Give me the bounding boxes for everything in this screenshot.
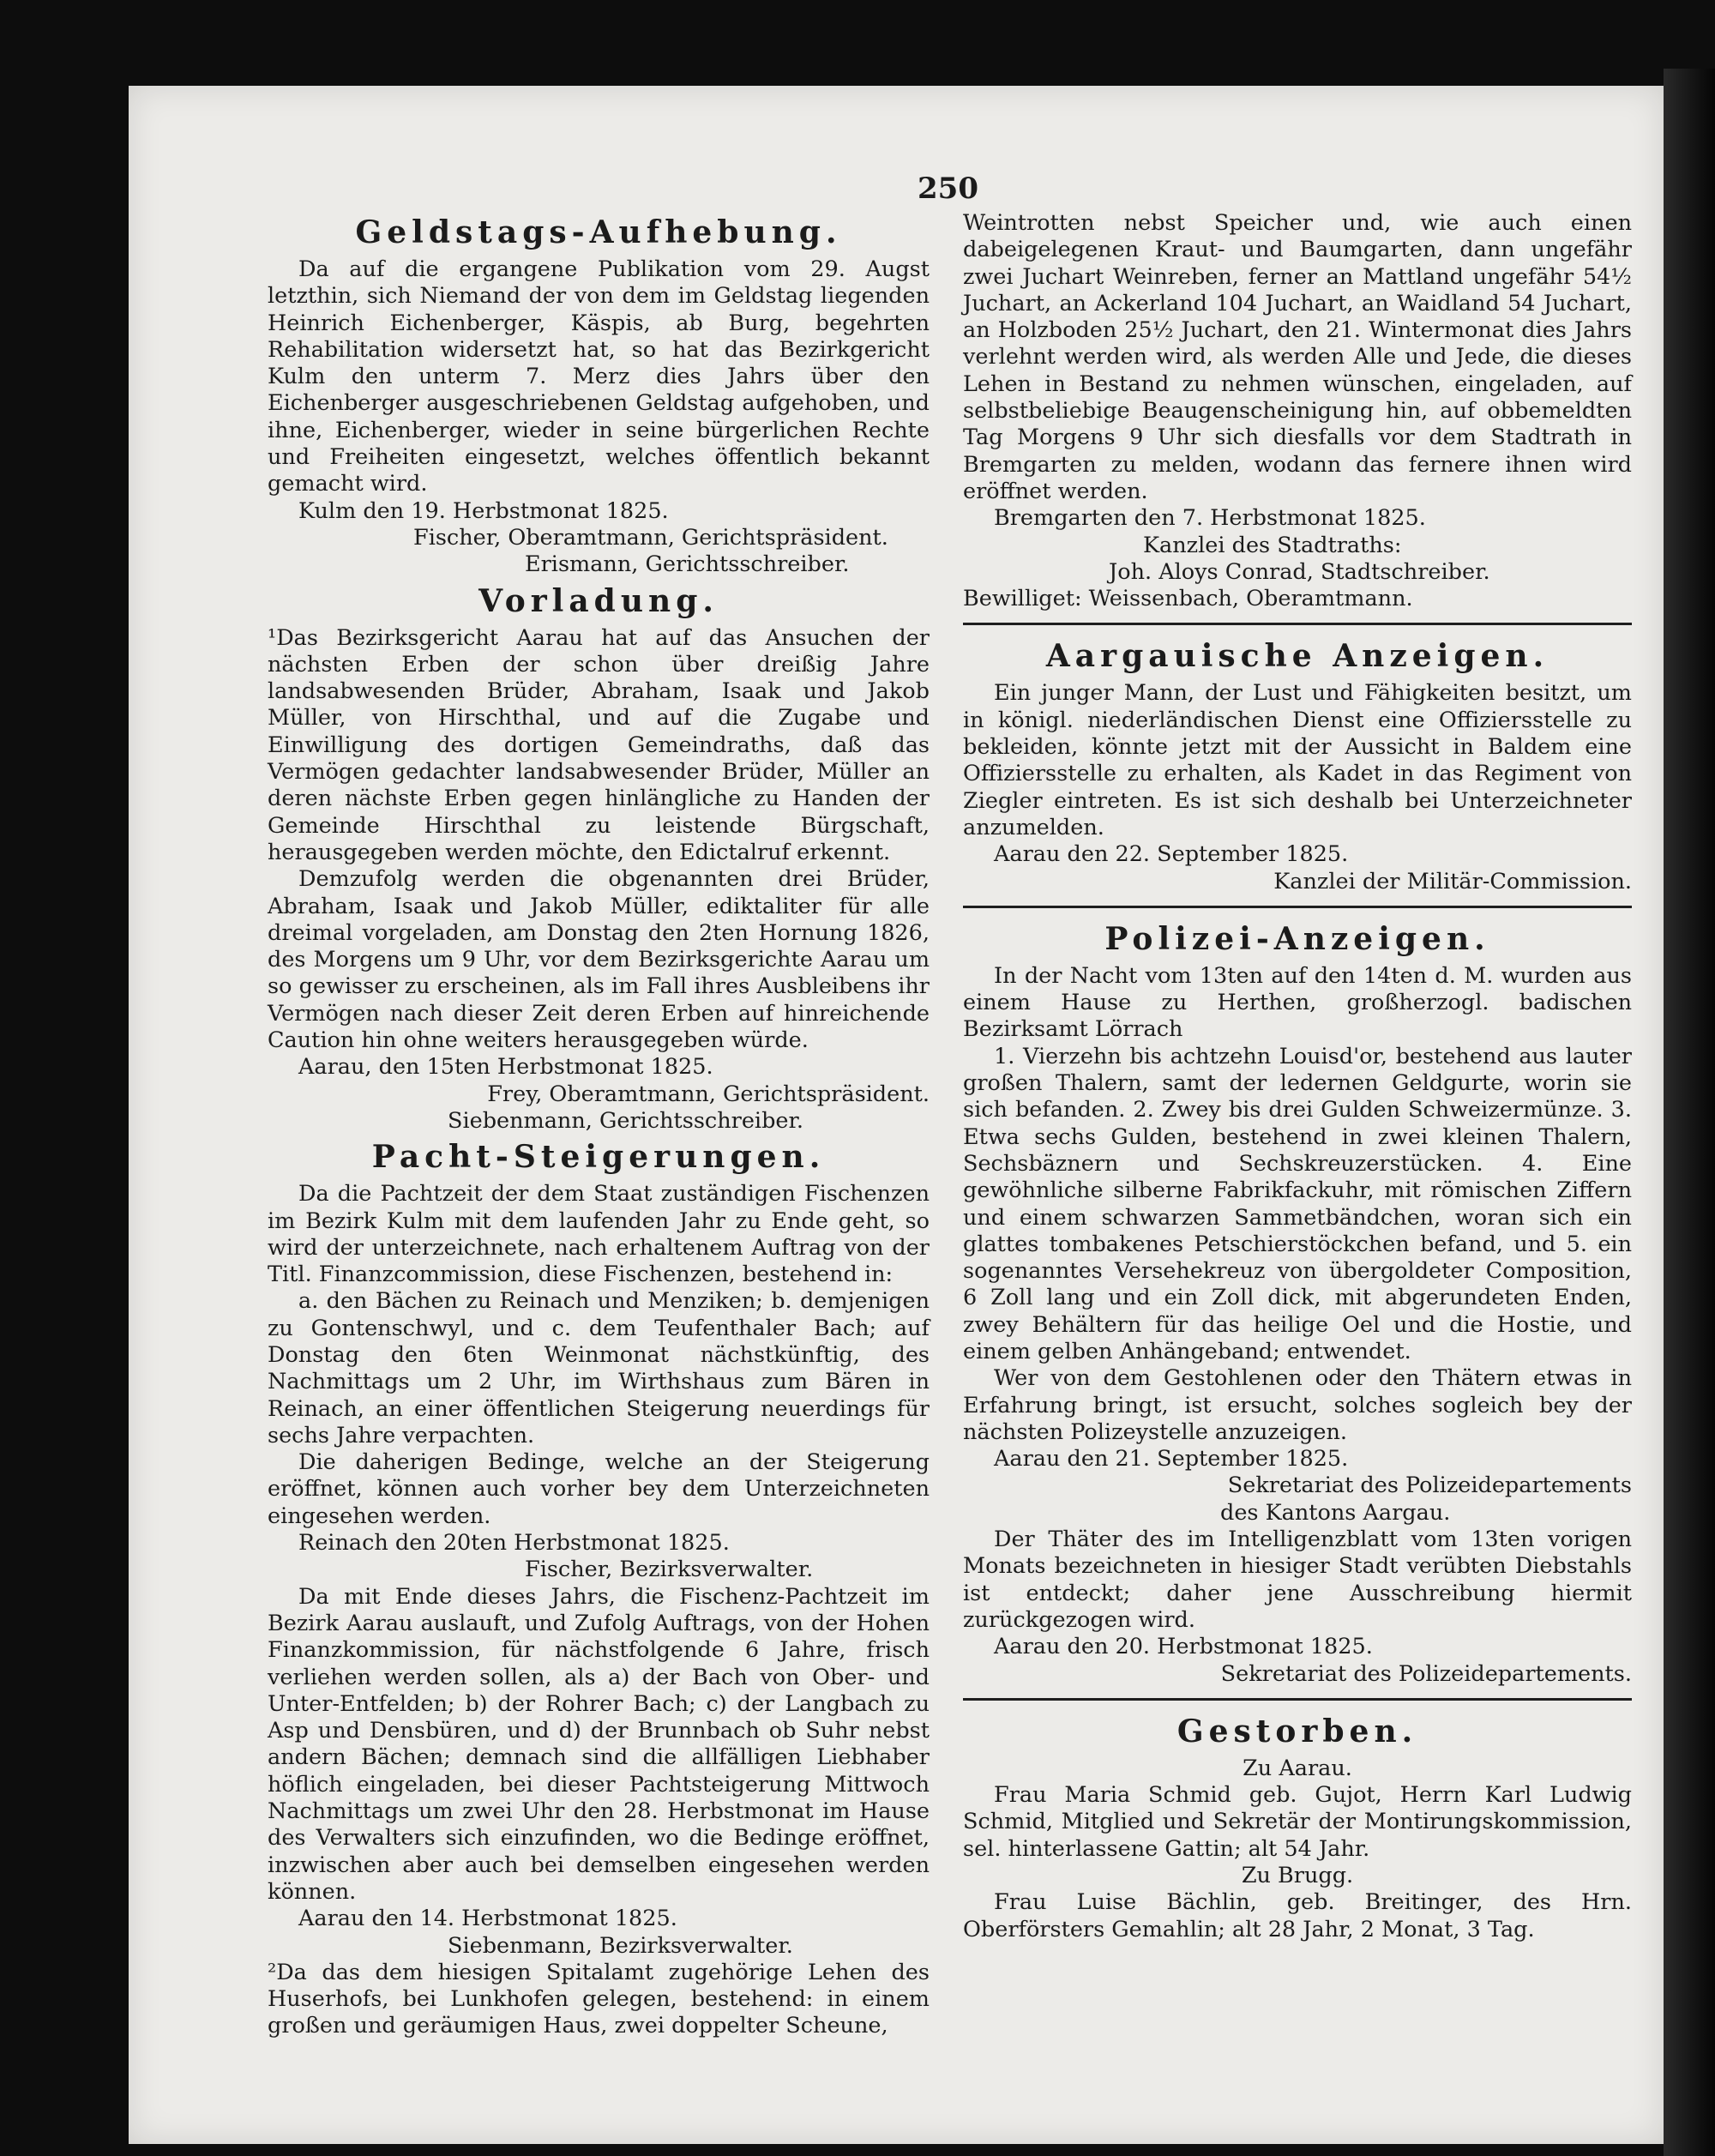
geldstag-body: Da auf die ergangene Publikation vom 29. Augst letzthin, sich Niemand der von dem im Geldstag liegenden Heinrich Eichenberger, Käspis, ab Burg, begehrten Rehabilitation widersetzt hat, so hat das Bezirkgericht Kulm den unterm 7. Merz dies Jahrs über den Eichenberger ausgeschriebenen Geldstag aufgehoben, und ihne, Eichenberger, wieder in seine bürgerlichen Rechte und Freiheiten eingesetzt, welches öffentlich bekannt gemacht wird.	[268, 256, 930, 497]
polizei-paragraph-4: Der Thäter des im Intelligenzblatt vom 13ten vorigen Monats bezeichneten in hiesiger Stadt verübten Diebstahls ist entdeckt; daher jene Ausschreibung hiermit zurückgezogen wird.	[963, 1527, 1632, 1633]
continuation-signature-3: Bewilliget: Weissenbach, Oberamtmann.	[963, 586, 1413, 612]
gestorben-heading: Gestorben.	[1176, 1713, 1418, 1749]
continuation-body: Weintrotten nebst Speicher und, wie auch einen dabeigelegenen Kraut- und Baumgarten, dann ungefähr zwei Juchart Weinreben, ferner an Mattland ungefähr 54½ Juchart, an Ackerland 104 Juchart, an Waidland 54 Juchart, an Holzboden 25½ Juchart, den 21. Wintermonat dies Jahrs verlehnt werden wird, als werden Alle und Jede, die dieses Lehen in Bestand zu nehmen wünschen, eingeladen, auf selbstbeliebige Beaugenscheinigung hin, auf obbemeldten Tag Morgens 9 Uhr sich diesfalls vor dem Stadtrath in Bremgarten zu melden, wodann das fernere ihnen wird eröffnet werden.	[963, 210, 1632, 504]
pacht-paragraph-3: Die daherigen Bedinge, welche an der Steigerung eröffnet, können auch vorher bey dem Unterzeichneten eingesehen werden.	[268, 1449, 930, 1529]
aargauische-body: Ein junger Mann, der Lust und Fähigkeiten besitzt, um in königl. niederländischen Dienst eine Offiziersstelle zu bekleiden, könnte jetzt mit der Aussicht in Baldem eine Offiziersstelle zu erhalten, als Kadet in das Regiment von Ziegler eintreten. Es ist sich deshalb bei Unterzeichneter anzumelden.	[963, 680, 1632, 840]
gestorben-entry-2: Frau Luise Bächlin, geb. Breitinger, des Hrn. Oberförsters Gemahlin; alt 28 Jahr, 2 Monat, 3 Tag.	[963, 1889, 1632, 1942]
polizei-signature-1a: Sekretariat des Polizeidepartements	[1227, 1472, 1632, 1499]
vorladung-paragraph-1: ¹Das Bezirksgericht Aarau hat auf das Ansuchen der nächsten Erben der schon über dreißig Jahre landsabwesenden Brüder, Abraham, Isaak und Jakob Müller, von Hirschthal, und auf die Zugabe und Einwilligung des dortigen Gemeindraths, daß das Vermögen gedachter landsabwesender Brüder, Müller an deren nächste Erben gegen hinlängliche zu Handen der Gemeinde Hirschthal zu leistende Bürgschaft, herausgegeben werden möchte, den Edictalruf erkennt.	[268, 624, 930, 865]
polizei-date-1: Aarau den 21. September 1825.	[994, 1446, 1349, 1472]
polizei-heading: Polizei-Anzeigen.	[1104, 920, 1490, 957]
pacht-paragraph-2: a. den Bächen zu Reinach und Menziken; b. demjenigen zu Gontenschwyl, und c. dem Teufenthaler Bach; auf Donstag den 6ten Weinmonat nächstkünftig, des Nachmittags um 2 Uhr, im Wirthshaus zum Bären in Reinach, an einer öffentlichen Steigerung neuerdings für sechs Jahre verpachten.	[268, 1288, 930, 1448]
continuation-signature-1: Kanzlei des Stadtraths:	[1143, 532, 1402, 558]
pacht-date-2: Aarau den 14. Herbstmonat 1825.	[298, 1906, 677, 1932]
book-spine	[1664, 69, 1715, 2156]
aargauische-signature: Kanzlei der Militär-Commission.	[1273, 868, 1632, 894]
pacht-date-1: Reinach den 20ten Herbstmonat 1825.	[298, 1530, 730, 1557]
pacht-paragraph-5: ²Da das dem hiesigen Spitalamt zugehörige Lehen des Huserhofs, bei Lunkhofen gelegen, bestehend: in einem großen und geräumigen Haus, zwei doppelter Scheune,	[268, 1959, 930, 2039]
pacht-paragraph-4: Da mit Ende dieses Jahrs, die Fischenz-Pachtzeit im Bezirk Aarau auslauft, und Zufolg Auftrags, von der Hohen Finanzkommission, für nächstfolgende 6 Jahre, frisch verliehen werden sollen, als a) der Bach von Ober- und Unter-Entfelden; b) der Rohrer Bach; c) der Langbach zu Asp und Densbüren, und d) der Brunnbach ob Suhr nebst andern Bächen; demnach sind die allfälligen Liebhaber höflich eingeladen, bei dieser Pachtsteigerung Mittwoch Nachmittags um zwei Uhr den 28. Herbstmonat im Hause des Verwalters sich einzufinden, wo die Bedinge eröffnet, inzwischen aber auch bei demselben eingesehen werden können.	[268, 1583, 930, 1905]
left-column	[268, 210, 930, 2040]
section-divider	[963, 1698, 1632, 1701]
geldstag-heading: Geldstags-Aufhebung.	[355, 214, 842, 250]
continuation-date: Bremgarten den 7. Herbstmonat 1825.	[994, 505, 1426, 532]
polizei-paragraph-3: Wer von dem Gestohlenen oder den Thätern etwas in Erfahrung bringt, ist ersucht, solches sogleich bey der nächsten Polizeystelle anzuzeigen.	[963, 1365, 1632, 1445]
polizei-signature-1b: des Kantons Aargau.	[1220, 1499, 1451, 1526]
section-divider	[963, 906, 1632, 908]
vorladung-signature-2: Siebenmann, Gerichtsschreiber.	[448, 1107, 803, 1134]
continuation-signature-2: Joh. Aloys Conrad, Stadtschreiber.	[1109, 558, 1490, 585]
pacht-paragraph-1: Da die Pachtzeit der dem Staat zuständigen Fischenzen im Bezirk Kulm mit dem laufenden Jahr zu Ende geht, so wird der unterzeichnete, nach erhaltenem Auftrag von der Titl. Finanzcommission, diese Fischenzen, bestehend in:	[268, 1181, 930, 1288]
aargauische-heading: Aargauische Anzeigen.	[1045, 638, 1550, 675]
gestorben-place-1: Zu Aarau.	[1243, 1755, 1352, 1781]
pacht-signature-1: Fischer, Bezirksverwalter.	[525, 1557, 814, 1583]
geldstag-date: Kulm den 19. Herbstmonat 1825.	[298, 497, 669, 524]
vorladung-heading: Vorladung.	[478, 582, 719, 619]
pacht-heading: Pacht-Steigerungen.	[371, 1139, 826, 1176]
vorladung-date: Aarau, den 15ten Herbstmonat 1825.	[298, 1054, 713, 1081]
right-column	[963, 210, 1632, 1943]
vorladung-paragraph-2: Demzufolg werden die obgenannten drei Brüder, Abraham, Isaak und Jakob Müller, ediktaliter für alle dreimal vorgeladen, am Donstag den 2ten Hornung 1826, des Morgens um 9 Uhr, vor dem Bezirksgerichte Aarau um so gewisser zu erscheinen, als im Fall ihres Ausbleibens ihr Vermögen nach dieser Zeit deren Erben auf hinreichende Caution hin ohne weiters herausgegeben würde.	[268, 866, 930, 1054]
gestorben-entry-1: Frau Maria Schmid geb. Gujot, Herrn Karl Ludwig Schmid, Mitglied und Sekretär der Montirungskommission, sel. hinterlassene Gattin; alt 54 Jahr.	[963, 1782, 1632, 1862]
pacht-signature-2: Siebenmann, Bezirksverwalter.	[448, 1932, 793, 1959]
polizei-signature-2: Sekretariat des Polizeidepartements.	[1220, 1660, 1632, 1687]
aargauische-date: Aarau den 22. September 1825.	[994, 841, 1349, 868]
page-number: 250	[918, 172, 978, 206]
vorladung-signature-1: Frey, Oberamtmann, Gerichtspräsident.	[487, 1081, 930, 1107]
polizei-paragraph-2: 1. Vierzehn bis achtzehn Louisd'or, bestehend aus lauter großen Thalern, samt der ledernen Geldgurte, worin sie sich befanden. 2. Zwey bis drei Gulden Schweizermünze. 3. Etwa sechs Gulden, bestehend in zwei kleinen Thalern, Sechsbäznern und Sechskreuzerstücken. 4. Eine gewöhnliche silberne Fabrikfackuhr, mit römischen Ziffern und einem schwarzen Sammetbändchen, woran sich ein glattes tombakenes Petschierstöckchen befand, und 5. ein sogenanntes Versehekreuz von übergoldeter Composition, 6 Zoll lang und ein Zoll dick, mit abgerundeten Enden, zwey Behältern für das heilige Oel und die Hostie, und einem gelben Anhängeband; entwendet.	[963, 1043, 1632, 1364]
polizei-paragraph-1: In der Nacht vom 13ten auf den 14ten d. M. wurden aus einem Hause zu Herthen, großherzogl. badischen Bezirksamt Lörrach	[963, 962, 1632, 1043]
gestorben-place-2: Zu Brugg.	[1241, 1863, 1354, 1889]
geldstag-signature-1: Fischer, Oberamtmann, Gerichtspräsident.	[413, 524, 888, 551]
geldstag-signature-2: Erismann, Gerichtsschreiber.	[525, 551, 850, 578]
section-divider	[963, 623, 1632, 625]
polizei-date-2: Aarau den 20. Herbstmonat 1825.	[994, 1634, 1373, 1660]
